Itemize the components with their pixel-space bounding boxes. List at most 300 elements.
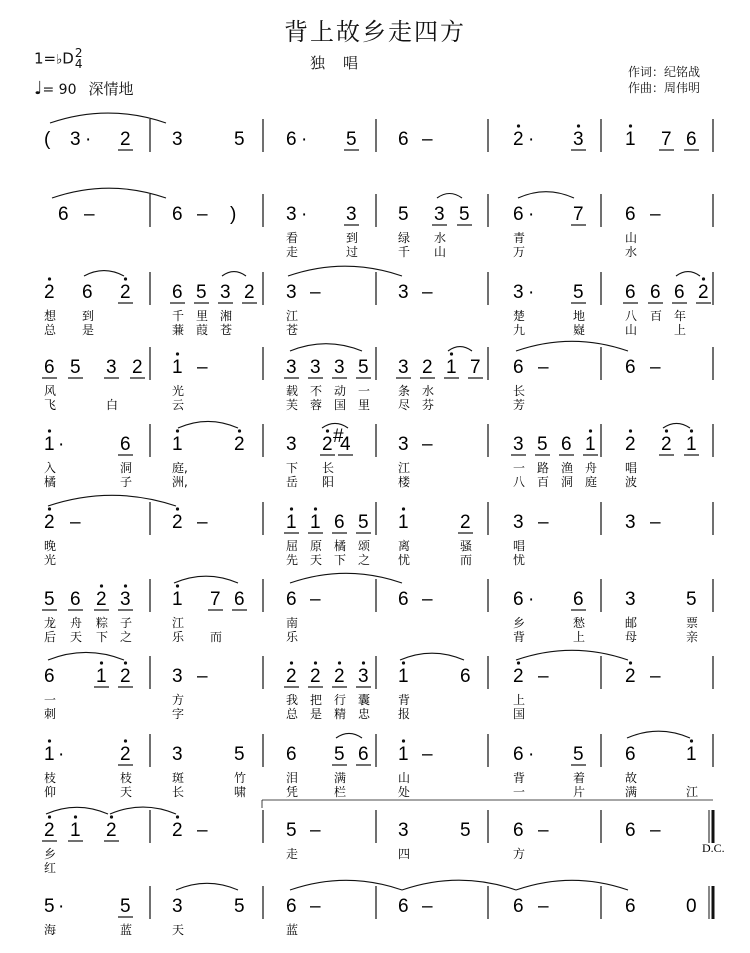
note-6: 6: [460, 666, 471, 687]
lyricist: 作词：纪铭战: [628, 65, 701, 79]
high-octave-dot: [450, 352, 453, 355]
slur: [110, 807, 176, 814]
lyric-char: 国: [513, 707, 526, 721]
note-6: 6: [686, 129, 697, 150]
expression-mark: 深情地: [88, 80, 134, 98]
note-2: 2: [625, 666, 636, 687]
note-6: 6: [513, 204, 524, 225]
note-6: 6: [172, 204, 183, 225]
lyric-char: 栏: [334, 785, 347, 799]
lyric-char: 江: [398, 461, 411, 475]
quarter-note-icon: ♩: [34, 78, 43, 99]
note-dash: –: [422, 282, 433, 303]
note-6: 6: [358, 744, 369, 765]
lyric-char: 看: [286, 231, 299, 245]
lyric-char: 波: [625, 475, 638, 489]
note-dash: –: [310, 282, 321, 303]
note-5: 5: [573, 282, 584, 303]
note-dash: –: [538, 357, 549, 378]
note-dot: ·: [528, 282, 535, 303]
high-octave-dot: [314, 661, 317, 664]
lyric-char: 阳: [322, 475, 335, 489]
note-7: 7: [573, 204, 584, 225]
note-1: 1: [172, 589, 183, 610]
note-5: 5: [537, 434, 548, 455]
lyric-char: 忠: [358, 707, 371, 721]
high-octave-dot: [402, 739, 405, 742]
note-3: 3: [70, 129, 81, 150]
high-octave-dot: [124, 277, 127, 280]
lyric-char: 故: [625, 771, 638, 785]
note-6: 6: [625, 282, 636, 303]
note-6: 6: [513, 820, 524, 841]
slur: [627, 731, 690, 738]
note-1: 1: [172, 434, 183, 455]
slur: [676, 272, 700, 276]
note-2: 2: [234, 434, 245, 455]
lyric-char: 蓝: [120, 923, 133, 937]
note-6: 6: [70, 589, 81, 610]
lyric-char: 庭: [585, 475, 598, 489]
note-6: 6: [674, 282, 685, 303]
lyric-char: 而: [210, 630, 223, 644]
note-3: 3: [398, 357, 409, 378]
note-6: 6: [573, 589, 584, 610]
note-dash: –: [650, 666, 661, 687]
lyric-char: 处: [398, 785, 411, 799]
time-unit: 4: [74, 57, 83, 71]
note-dash: –: [310, 896, 321, 917]
note-dot: ·: [58, 434, 65, 455]
slur: [50, 113, 166, 123]
note-3: 3: [172, 744, 183, 765]
lyric-char: 亲: [686, 630, 699, 644]
lyric-char: 总: [44, 323, 57, 337]
note-3: 3: [172, 666, 183, 687]
lyric-char: 江: [286, 309, 299, 323]
note-6: 6: [286, 589, 297, 610]
note-5: 5: [460, 820, 471, 841]
lyric-char: 山: [398, 771, 411, 785]
lyric-char: 橘: [44, 475, 57, 489]
note-2: 2: [460, 512, 471, 533]
note-dash: –: [650, 357, 661, 378]
key-prefix: 1=: [34, 49, 57, 68]
note-dot: ·: [528, 589, 535, 610]
note-dash: –: [650, 512, 661, 533]
lyric-char: 报: [398, 707, 411, 721]
note-1: 1: [625, 129, 636, 150]
lyric-char: 天: [310, 553, 323, 567]
lyric-char: 光: [172, 384, 185, 398]
lyric-char: 尽: [398, 398, 411, 412]
lyric-char: 里: [196, 309, 209, 323]
lyric-char: 飞: [44, 398, 57, 412]
note-6: 6: [625, 357, 636, 378]
slur: [448, 347, 472, 351]
note-3: 3: [625, 589, 636, 610]
key-tonic: D: [62, 49, 74, 68]
lyric-char: 走: [286, 245, 299, 259]
note-dash: –: [310, 820, 321, 841]
lyric-char: 九: [513, 323, 526, 337]
slur: [516, 341, 628, 351]
lyric-char: 上: [674, 323, 687, 337]
high-octave-dot: [124, 661, 127, 664]
note-2: 2: [513, 129, 524, 150]
lyric-char: 囊: [358, 693, 371, 707]
high-octave-dot: [176, 429, 179, 432]
note-6: 6: [513, 357, 524, 378]
lyric-char: 满: [625, 785, 638, 799]
high-octave-dot: [48, 815, 51, 818]
slur: [290, 344, 362, 351]
lyric-char: 先: [286, 553, 299, 567]
lyric-char: 八: [625, 309, 638, 323]
lyric-char: 是: [82, 323, 95, 337]
lyric-char: 之: [358, 553, 371, 567]
note-2: 2: [322, 434, 333, 455]
lyric-char: 母: [625, 630, 638, 644]
lyric-char: 南: [286, 616, 299, 630]
note-6: 6: [286, 129, 297, 150]
note-3: 3: [398, 434, 409, 455]
lyric-char: 年: [674, 309, 687, 323]
lyric-char: 长: [513, 384, 526, 398]
lyric-char: 竹: [234, 771, 247, 785]
lyric-char: 千: [398, 245, 411, 259]
note-dot: ·: [528, 129, 535, 150]
lyric-char: 楚: [513, 309, 526, 323]
lyric-char: 泪: [286, 771, 299, 785]
lyric-char: 芳: [513, 398, 526, 412]
lyric-char: 橘: [334, 539, 347, 553]
high-octave-dot: [48, 507, 51, 510]
lyric-char: 光: [44, 553, 57, 567]
slur: [516, 650, 628, 660]
note-dash: –: [422, 434, 433, 455]
note-dash: –: [197, 820, 208, 841]
lyric-char: 山: [625, 323, 638, 337]
dc-mark: D.C.: [702, 841, 725, 855]
note-dash: –: [650, 204, 661, 225]
high-octave-dot: [338, 661, 341, 664]
note-5: 5: [358, 512, 369, 533]
lyric-char: 忧: [398, 553, 411, 567]
high-octave-dot: [402, 661, 405, 664]
performance-type: 独唱: [310, 54, 377, 72]
high-octave-dot: [100, 661, 103, 664]
lyric-char: 百: [650, 309, 663, 323]
note-6: 6: [82, 282, 93, 303]
high-octave-dot: [702, 277, 705, 280]
note-dot: ·: [301, 129, 308, 150]
lyric-char: 云: [172, 398, 185, 412]
lyric-char: 邮: [625, 616, 638, 630]
lyric-char: 八: [513, 475, 526, 489]
note-1: 1: [686, 744, 697, 765]
lyric-char: 水: [422, 384, 435, 398]
note-dash: –: [197, 512, 208, 533]
lyric-char: 路: [537, 461, 550, 475]
note-2: 2: [172, 512, 183, 533]
lyric-char: 天: [120, 785, 133, 799]
note-2: 2: [698, 282, 709, 303]
high-octave-dot: [48, 739, 51, 742]
note-dot: ·: [58, 896, 65, 917]
slur: [46, 807, 108, 814]
slur: [290, 573, 402, 583]
lyric-char: 枝: [44, 771, 57, 785]
note-dot: ·: [528, 204, 535, 225]
high-octave-dot: [629, 429, 632, 432]
lyric-char: 是: [310, 707, 323, 721]
lyric-char: 蓉: [310, 398, 323, 412]
note-1: 1: [172, 357, 183, 378]
lyric-char: 方: [513, 847, 526, 861]
note-1: 1: [686, 434, 697, 455]
high-octave-dot: [176, 352, 179, 355]
note-3: 3: [310, 357, 321, 378]
lyric-char: 一: [513, 461, 526, 475]
lyric-char: 长: [322, 461, 335, 475]
lyric-char: 苍: [220, 323, 233, 337]
note-dash: –: [422, 744, 433, 765]
note-3: 3: [220, 282, 231, 303]
lyric-char: 万: [513, 245, 526, 259]
note-2: 2: [44, 282, 55, 303]
lyric-char: 嶷: [573, 323, 586, 337]
lyric-char: 下: [96, 630, 109, 644]
high-octave-dot: [402, 507, 405, 510]
note-3: 3: [513, 434, 524, 455]
note-2: 2: [44, 820, 55, 841]
note-2: 2: [132, 357, 143, 378]
lyric-char: 下: [286, 461, 299, 475]
slur: [516, 880, 628, 890]
note-2: 2: [120, 129, 131, 150]
lyric-char: 片: [573, 785, 586, 799]
note-7: 7: [661, 129, 672, 150]
lyric-char: 走: [286, 847, 299, 861]
note-5: 5: [346, 129, 357, 150]
lyric-char: 一: [513, 785, 526, 799]
note-3: 3: [120, 589, 131, 610]
note-2: 2: [172, 820, 183, 841]
lyric-char: 到: [346, 231, 359, 245]
slur: [663, 423, 690, 428]
lyric-char: 不: [310, 384, 323, 398]
note-5: 5: [398, 204, 409, 225]
high-octave-dot: [517, 124, 520, 127]
lyric-char: 舟: [70, 616, 83, 630]
lyric-char: 山: [434, 245, 447, 259]
slur: [176, 883, 238, 890]
lyric-char: 水: [434, 231, 447, 245]
high-octave-dot: [176, 507, 179, 510]
note-dash: –: [538, 512, 549, 533]
note-dash: –: [422, 896, 433, 917]
note-1: 1: [398, 744, 409, 765]
lyric-char: 而: [460, 553, 473, 567]
lyric-char: 水: [625, 245, 638, 259]
lyric-char: 仰: [44, 785, 57, 799]
lyric-char: 绿: [398, 231, 411, 245]
high-octave-dot: [517, 661, 520, 664]
note-6: 6: [334, 512, 345, 533]
note-dash: –: [197, 357, 208, 378]
lyric-char: 四: [398, 847, 411, 861]
lyric-char: 千: [172, 309, 185, 323]
lyric-char: 上: [513, 693, 526, 707]
lyric-char: 到: [82, 309, 95, 323]
note-3: 3: [346, 204, 357, 225]
high-octave-dot: [589, 429, 592, 432]
lyric-char: 枝: [120, 771, 133, 785]
lyric-char: 一: [358, 384, 371, 398]
note-5: 5: [44, 589, 55, 610]
note-3: 3: [334, 357, 345, 378]
note-6: 6: [561, 434, 572, 455]
note-2: 2: [334, 666, 345, 687]
lyric-char: 楼: [398, 475, 411, 489]
sharp-sign: #: [333, 426, 344, 447]
lyric-char: 乡: [44, 847, 57, 861]
lyric-char: 想: [44, 309, 57, 323]
slur: [178, 421, 238, 428]
note-2: 2: [106, 820, 117, 841]
lyric-char: 字: [172, 707, 185, 721]
slur: [174, 576, 238, 583]
high-octave-dot: [362, 661, 365, 664]
note-6: 6: [120, 434, 131, 455]
lyric-char: 载: [286, 384, 299, 398]
high-octave-dot: [665, 429, 668, 432]
note-2: 2: [44, 512, 55, 533]
note-2: 2: [96, 589, 107, 610]
lyric-char: 里: [358, 398, 371, 412]
slur: [518, 192, 574, 198]
note-3: 3: [106, 357, 117, 378]
lyric-char: 舟: [585, 461, 598, 475]
note-3: 3: [573, 129, 584, 150]
note-dash: –: [538, 666, 549, 687]
lyric-char: 芬: [422, 398, 435, 412]
lyric-char: 乡: [513, 616, 526, 630]
note-dash: –: [422, 129, 433, 150]
note-5: 5: [120, 896, 131, 917]
lyric-char: 风: [44, 384, 57, 398]
lyric-char: 方: [172, 693, 185, 707]
note-3: 3: [398, 282, 409, 303]
lyric-char: 过: [346, 245, 359, 259]
note-5: 5: [234, 896, 245, 917]
lyric-char: 子: [120, 616, 133, 630]
note-5: 5: [459, 204, 470, 225]
note-5: 5: [70, 357, 81, 378]
note-6: 6: [398, 589, 409, 610]
note-0: 0: [686, 896, 697, 917]
note-2: 2: [120, 666, 131, 687]
lyric-char: 洲,: [172, 475, 188, 489]
note-dash: –: [538, 896, 549, 917]
note-dash: –: [70, 512, 81, 533]
high-octave-dot: [176, 584, 179, 587]
lyric-char: 天: [70, 630, 83, 644]
high-octave-dot: [110, 815, 113, 818]
note-2: 2: [244, 282, 255, 303]
note-2: 2: [310, 666, 321, 687]
lyric-char: 青: [513, 231, 526, 245]
note-2: 2: [625, 434, 636, 455]
note-6: 6: [513, 589, 524, 610]
slur: [52, 188, 166, 198]
lyric-char: 江: [686, 785, 699, 799]
lyric-char: 背: [513, 771, 526, 785]
note-2: 2: [661, 434, 672, 455]
lyric-char: 庭,: [172, 461, 188, 475]
note-1: 1: [398, 666, 409, 687]
lyric-char: 离: [398, 539, 411, 553]
lyric-char: 愁: [573, 616, 586, 630]
lyric-char: 蓝: [286, 923, 299, 937]
high-octave-dot: [326, 429, 329, 432]
high-octave-dot: [690, 739, 693, 742]
composer: 作曲：周伟明: [628, 81, 701, 95]
note-6: 6: [625, 204, 636, 225]
lyric-char: 原: [310, 539, 323, 553]
note-5: 5: [334, 744, 345, 765]
note-1: 1: [310, 512, 321, 533]
lyric-char: 地: [573, 309, 586, 323]
lyric-char: 晚: [44, 539, 57, 553]
lyric-char: 刺: [44, 707, 57, 721]
lyric-char: 把: [310, 693, 323, 707]
song-title: 背上故乡走四方: [284, 18, 466, 46]
lyric-char: 山: [625, 231, 638, 245]
high-octave-dot: [314, 507, 317, 510]
lyric-char: 粽: [96, 616, 109, 630]
slur: [84, 271, 124, 276]
lyric-char: 江: [172, 616, 185, 630]
lyric-char: 子: [120, 475, 133, 489]
lyric-char: 葭: [196, 323, 209, 337]
lyric-char: 背: [513, 630, 526, 644]
note-5: 5: [196, 282, 207, 303]
note-5: 5: [286, 820, 297, 841]
flat-sign: ♭: [56, 52, 63, 68]
note-dot: ·: [528, 744, 535, 765]
slur: [290, 880, 402, 890]
note-6: 6: [44, 666, 55, 687]
lyric-char: 国: [334, 398, 347, 412]
note-3: 3: [286, 204, 297, 225]
note-2: 2: [120, 744, 131, 765]
high-octave-dot: [48, 429, 51, 432]
note-dot: ·: [58, 744, 65, 765]
note-1: 1: [44, 434, 55, 455]
high-octave-dot: [124, 739, 127, 742]
note-3: 3: [286, 434, 297, 455]
slur: [48, 652, 124, 660]
lyric-char: 天: [172, 923, 185, 937]
note-3: 3: [286, 357, 297, 378]
note-3: 3: [172, 129, 183, 150]
note-1: 1: [44, 744, 55, 765]
lyric-char: 背: [398, 693, 411, 707]
lyric-char: 苍: [286, 323, 299, 337]
note-5: 5: [234, 744, 245, 765]
